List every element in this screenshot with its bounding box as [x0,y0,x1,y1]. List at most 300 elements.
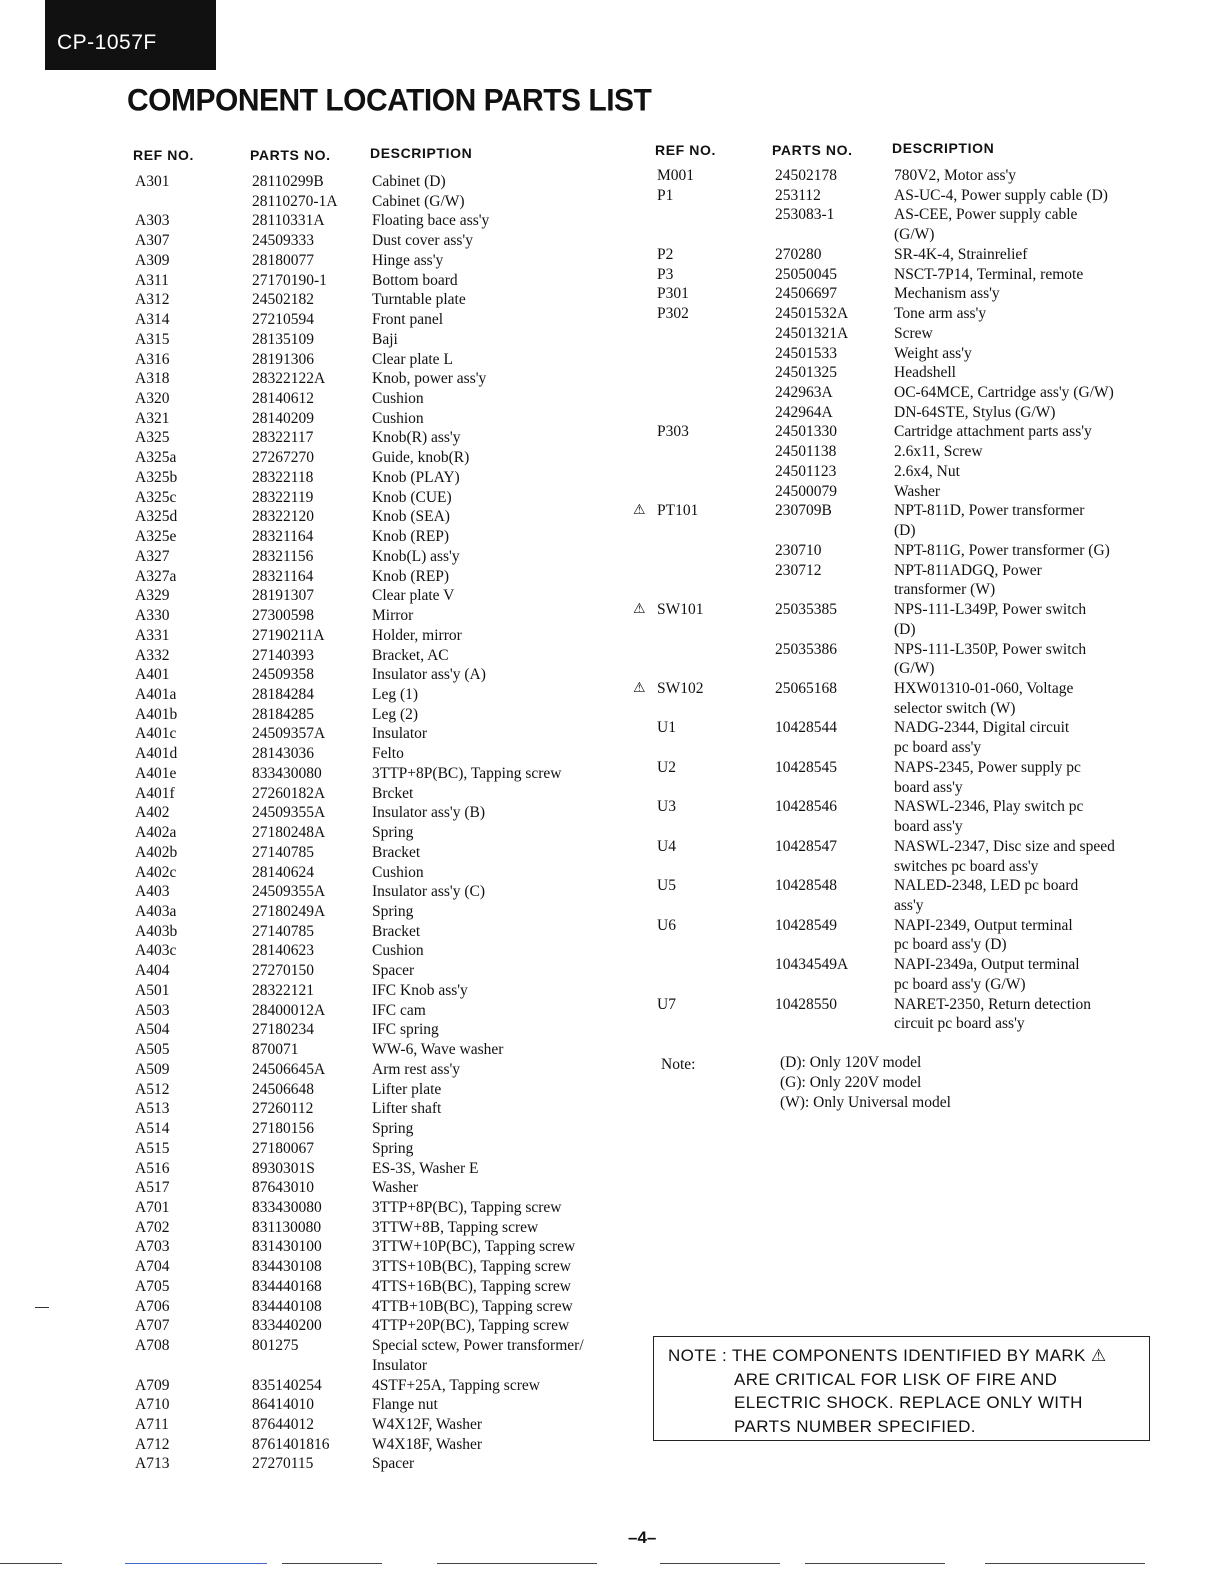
description: pc board ass'y (G/W) [894,975,1026,993]
parts-no: 27180248A [252,824,326,842]
description: Baji [372,330,398,348]
parts-no: 28135109 [252,330,314,348]
parts-no: 28184284 [252,685,314,703]
parts-no: 834430108 [252,1258,322,1276]
parts-no: 10428544 [775,719,837,737]
parts-no: 24501123 [775,462,837,480]
description: 780V2, Motor ass'y [894,167,1017,184]
description: Guide, knob(R) [372,449,470,467]
ref-no: SW101 [657,601,704,619]
description: NPS-111-L349P, Power switch [894,601,1087,619]
description: Knob (REP) [372,528,450,546]
ref-no: P2 [657,245,674,263]
parts-no: 87644012 [252,1415,314,1433]
parts-no: 24509333 [252,232,314,250]
parts-no: 24509358 [252,666,314,684]
parts-no: 24509355A [252,883,326,901]
description: Insulator [372,1356,428,1374]
parts-no: 28321156 [252,547,314,565]
description: W4X18F, Washer [372,1435,483,1453]
parts-no: 24501321A [775,324,849,342]
ref-no: A329 [135,587,170,605]
description: NPT-811ADGQ, Power [894,561,1042,579]
description: 3TTW+10P(BC), Tapping screw [372,1238,576,1256]
parts-no: 27270115 [252,1455,314,1473]
note-line: (D): Only 120V model [780,1054,922,1071]
ref-no: A513 [135,1100,170,1118]
ref-no: U5 [657,877,676,895]
ref-no: A710 [135,1396,170,1414]
ref-no: A330 [135,607,170,625]
description: Tone arm ass'y [894,305,987,323]
ref-no: A403a [135,903,177,920]
warning-line: PARTS NUMBER SPECIFIED. [734,1416,976,1436]
parts-no: 27170190-1 [252,271,327,289]
description: Insulator [372,725,428,743]
ref-no: A504 [135,1021,170,1039]
divider [282,1563,382,1564]
description: 3TTP+8P(BC), Tapping screw [372,764,562,782]
description: Leg (2) [372,705,419,723]
parts-no: 28143036 [252,745,314,763]
parts-no: 28322119 [252,488,314,506]
ref-no: A401d [135,745,178,763]
description: ES-3S, Washer E [372,1159,479,1177]
description: Bracket, AC [372,646,449,664]
note-line: (W): Only Universal model [780,1094,951,1111]
ref-no: A401e [135,764,177,782]
parts-no: 24501532A [775,305,849,323]
description: Screw [894,324,933,342]
description: Cabinet (G/W) [372,192,465,210]
parts-no: 10428546 [775,798,837,816]
description: Spring [372,1120,414,1138]
description: AS-CEE, Power supply cable [894,206,1078,224]
note-line: (G): Only 220V model [780,1074,922,1091]
parts-no: 28321164 [252,528,314,546]
parts-no: 24501533 [775,344,837,362]
description: 3TTP+8P(BC), Tapping screw [372,1198,562,1216]
ref-no: A320 [135,390,170,408]
description: OC-64MCE, Cartridge ass'y (G/W) [894,384,1114,402]
ref-no: A318 [135,370,170,388]
ref-no: A301 [135,173,170,190]
parts-no: 28110331A [252,212,325,230]
right-header-part: PARTS NO. [772,142,853,158]
parts-no: 8761401816 [252,1435,330,1453]
parts-no: 27270150 [252,962,314,980]
parts-no: 831130080 [252,1218,322,1236]
ref-no: U1 [657,719,676,737]
description: Cushion [372,942,424,960]
ref-no: A401c [135,725,177,743]
description: Spring [372,1139,414,1157]
parts-no: 28140623 [252,942,314,960]
parts-no: 28140624 [252,863,314,881]
ref-no: A404 [135,962,170,980]
description: Front panel [372,311,444,329]
parts-no: 8930301S [252,1159,315,1177]
description: Spacer [372,1455,415,1473]
description: Knob(R) ass'y [372,429,461,447]
parts-no: 28322122A [252,370,326,388]
description: IFC Knob ass'y [372,981,468,999]
description: Knob (PLAY) [372,468,460,486]
ref-no: U6 [657,916,676,934]
parts-no: 27260182A [252,784,326,802]
description: NALED-2348, LED pc board [894,877,1079,895]
description: Clear plate V [372,587,455,605]
parts-no: 27180156 [252,1120,314,1138]
description: NAPI-2349, Output terminal [894,916,1073,934]
parts-no: 86414010 [252,1396,314,1414]
ref-no: A709 [135,1376,170,1394]
parts-no: 24509357A [252,725,326,743]
description: 4TTB+10B(BC), Tapping screw [372,1297,573,1315]
ref-no: A516 [135,1159,170,1177]
ref-no: A401a [135,685,177,703]
ref-no: A401f [135,784,175,802]
ref-no: A312 [135,291,170,309]
parts-no: 24502182 [252,291,314,309]
ref-no: A712 [135,1435,170,1453]
divider [0,1563,62,1564]
ref-no: A401b [135,705,178,723]
description: NAPS-2345, Power supply pc [894,758,1081,776]
description: (G/W) [894,660,935,678]
divider [805,1563,945,1564]
ref-no: A315 [135,330,170,348]
description: pc board ass'y (D) [894,936,1007,954]
ref-no: A402c [135,863,177,881]
description: Insulator ass'y (A) [372,666,486,684]
ref-no: A708 [135,1337,170,1355]
parts-no: 27180234 [252,1021,314,1039]
parts-no: 10434549A [775,956,849,974]
parts-no: 27140785 [252,843,314,861]
description: Knob (SEA) [372,508,450,526]
parts-no: 27300598 [252,607,314,625]
parts-no: 27180067 [252,1139,314,1157]
ref-no: A325c [135,488,177,506]
description: Hinge ass'y [372,251,444,269]
description: Dust cover ass'y [372,232,473,250]
description: board ass'y [894,818,963,836]
description: Floating bace ass'y [372,212,490,230]
parts-no: 28322120 [252,508,314,526]
parts-no: 834440108 [252,1297,322,1315]
ref-no: A402b [135,843,178,861]
ref-no: A332 [135,646,170,664]
ref-no: P302 [657,305,689,323]
ref-no: A303 [135,212,170,230]
ref-no: A325 [135,429,170,447]
description: ass'y [894,897,924,914]
ref-no: A331 [135,626,170,644]
description: Headshell [894,364,956,382]
description: 4TTS+16B(BC), Tapping screw [372,1277,571,1295]
description: Knob(L) ass'y [372,547,460,565]
description: Insulator ass'y (C) [372,883,485,901]
left-header-part: PARTS NO. [250,147,331,163]
ref-no: A509 [135,1060,170,1078]
ref-no: A514 [135,1120,170,1138]
warning-line: ARE CRITICAL FOR LISK OF FIRE AND [734,1369,1058,1389]
description: NPS-111-L350P, Power switch [894,640,1087,658]
ref-no: A703 [135,1238,170,1256]
parts-no: 833430080 [252,1198,322,1216]
description: (G/W) [894,226,935,244]
parts-no: 230712 [775,561,822,579]
ref-no: A702 [135,1218,170,1236]
parts-no: 27260112 [252,1100,314,1118]
description: Flange nut [372,1396,438,1414]
margin-mark [35,1307,49,1308]
parts-no: 242964A [775,403,833,421]
parts-no: 27210594 [252,311,314,329]
description: Cushion [372,390,424,408]
description: SR-4K-4, Strainrelief [894,245,1028,263]
description: NADG-2344, Digital circuit [894,719,1070,737]
critical-mark-icon: ⚠ [633,503,646,519]
description: Spring [372,903,414,920]
parts-no: 27140393 [252,646,314,664]
ref-no: A321 [135,409,170,427]
ref-no: P301 [657,285,689,303]
description: AS-UC-4, Power supply cable (D) [894,186,1108,204]
description: Insulator ass'y (B) [372,804,485,822]
description: Washer [372,1179,419,1197]
parts-no: 870071 [252,1041,299,1059]
ref-no: PT101 [657,502,699,520]
ref-no: A503 [135,1001,170,1019]
ref-no: U3 [657,798,676,816]
parts-no: 10428547 [775,837,837,855]
ref-no: A309 [135,251,170,269]
description: Special sctew, Power transformer/ [372,1337,584,1355]
parts-no: 24502178 [775,167,837,184]
description: pc board ass'y [894,739,982,757]
description: 3TTS+10B(BC), Tapping screw [372,1258,571,1276]
parts-no: 27267270 [252,449,314,467]
parts-no: 28400012A [252,1001,326,1019]
parts-no: 831430100 [252,1238,322,1256]
description: Cushion [372,409,424,427]
ref-no: A505 [135,1041,170,1059]
description: Knob, power ass'y [372,370,487,388]
critical-mark-icon: ⚠ [633,680,646,696]
ref-no: A402a [135,824,177,842]
parts-no: 24501330 [775,423,837,441]
divider [660,1563,780,1564]
description: Mirror [372,607,414,625]
description: Brcket [372,784,414,802]
page-title: COMPONENT LOCATION PARTS LIST [127,83,652,118]
parts-no: 25035385 [775,601,837,619]
description: NASWL-2347, Disc size and speed [894,837,1115,855]
ref-no: A706 [135,1297,170,1315]
ref-no: A403b [135,922,178,940]
parts-no: 835140254 [252,1376,322,1394]
warning-line: ELECTRIC SHOCK. REPLACE ONLY WITH [734,1393,1083,1412]
parts-no: 230709B [775,502,832,520]
page-number: –4– [628,1528,657,1547]
parts-no: 270280 [775,245,822,263]
ref-no: A314 [135,311,170,329]
parts-no: 87643010 [252,1179,314,1197]
description: 2.6x11, Screw [894,443,983,461]
ref-no: A403c [135,942,177,960]
notes-label: Note: [661,1056,696,1073]
ref-no: A512 [135,1080,170,1098]
parts-no: 834440168 [252,1277,322,1295]
description: Cabinet (D) [372,173,446,190]
description: DN-64STE, Stylus (G/W) [894,403,1056,421]
ref-no: A325d [135,508,178,526]
parts-no: 28110270-1A [252,192,338,210]
description: (D) [894,522,916,540]
ref-no: A325e [135,528,177,546]
parts-no: 24509355A [252,804,326,822]
ref-no: A307 [135,232,170,250]
parts-no: 25035386 [775,640,837,658]
description: circuit pc board ass'y [894,1015,1025,1033]
description: Washer [894,482,941,500]
parts-no: 25065168 [775,679,837,697]
ref-no: A713 [135,1455,170,1473]
ref-no: A327a [135,567,177,585]
parts-no: 24506697 [775,285,837,303]
description: NSCT-7P14, Terminal, remote [894,265,1084,283]
parts-no: 24501325 [775,364,837,382]
parts-no: 28191306 [252,350,314,368]
ref-no: A515 [135,1139,170,1157]
parts-no: 833440200 [252,1317,322,1335]
ref-no: U4 [657,837,676,855]
parts-no: 27140785 [252,922,314,940]
parts-no: 28321164 [252,567,314,585]
description: Bracket [372,922,421,940]
parts-no: 253112 [775,186,821,204]
critical-components-warning [653,1336,1150,1441]
description: 4TTP+20P(BC), Tapping screw [372,1317,570,1335]
parts-no: 242963A [775,384,833,402]
ref-no: A701 [135,1198,170,1216]
description: 4STF+25A, Tapping screw [372,1376,540,1394]
ref-no: A704 [135,1258,170,1276]
description: NARET-2350, Return detection [894,995,1092,1013]
description: Weight ass'y [894,344,972,362]
ref-no: A327 [135,547,170,565]
description: HXW01310-01-060, Voltage [894,679,1074,697]
parts-no: 27190211A [252,626,325,644]
ref-no: A325b [135,468,178,486]
divider [437,1563,597,1564]
description: Knob (CUE) [372,488,452,506]
ref-no: U7 [657,995,676,1013]
divider [985,1563,1145,1564]
description: NAPI-2349a, Output terminal [894,956,1080,974]
ref-no: A403 [135,883,170,901]
parts-no: 253083-1 [775,206,835,224]
parts-no: 27180249A [252,903,326,920]
ref-no: A711 [135,1415,169,1433]
description: Mechanism ass'y [894,285,1000,303]
ref-no: A517 [135,1179,170,1197]
parts-no: 10428550 [775,995,837,1013]
ref-no: P1 [657,186,674,204]
parts-no: 28110299B [252,173,324,190]
parts-no: 28140209 [252,409,314,427]
parts-no: 801275 [252,1337,299,1355]
description: Felto [372,745,404,763]
parts-no: 24506645A [252,1060,326,1078]
ref-no: A402 [135,804,170,822]
description: NPT-811G, Power transformer (G) [894,541,1110,559]
parts-no: 28322121 [252,981,314,999]
parts-no: 833430080 [252,764,322,782]
description: Arm rest ass'y [372,1060,461,1078]
description: IFC cam [372,1001,426,1019]
ref-no: A501 [135,981,170,999]
left-header-desc: DESCRIPTION [370,145,473,161]
parts-no: 24500079 [775,482,837,500]
description: 2.6x4, Nut [894,462,960,480]
parts-no: 28140612 [252,390,314,408]
description: board ass'y [894,778,963,796]
parts-no: 28322117 [252,429,314,447]
description: NPT-811D, Power transformer [894,502,1085,520]
parts-no: 28322118 [252,468,314,486]
parts-no: 10428545 [775,758,837,776]
parts-no: 25050045 [775,265,837,283]
parts-no: 230710 [775,541,822,559]
parts-no: 24501138 [775,443,837,461]
description: Turntable plate [372,291,466,309]
description: Spacer [372,962,415,980]
parts-no: 24506648 [252,1080,314,1098]
ref-no: M001 [657,167,695,184]
description: Bracket [372,843,421,861]
description: (D) [894,620,916,638]
ref-no: A325a [135,449,177,467]
description: switches pc board ass'y [894,857,1039,875]
description: Cartridge attachment parts ass'y [894,423,1092,441]
ref-no: A316 [135,350,170,368]
ref-no: P303 [657,423,689,441]
warning-line: NOTE : THE COMPONENTS IDENTIFIED BY MARK ⚠ [668,1346,1107,1365]
parts-no: 10428549 [775,916,837,934]
description: Lifter shaft [372,1100,442,1118]
ref-no: A707 [135,1317,170,1335]
description: Bottom board [372,271,458,289]
parts-no: 28191307 [252,587,314,605]
parts-no: 28184285 [252,705,314,723]
right-header-ref: REF NO. [655,142,716,158]
model-tab: CP-1057F [45,0,216,70]
description: W4X12F, Washer [372,1415,483,1433]
description: selector switch (W) [894,699,1016,717]
left-header-ref: REF NO. [133,147,194,163]
description: Holder, mirror [372,626,462,644]
description: Spring [372,824,414,842]
description: NASWL-2346, Play switch pc [894,798,1084,816]
description: Cushion [372,863,424,881]
description: transformer (W) [894,581,996,599]
description: Knob (REP) [372,567,450,585]
critical-mark-icon: ⚠ [633,602,646,618]
description: WW-6, Wave washer [372,1041,504,1059]
